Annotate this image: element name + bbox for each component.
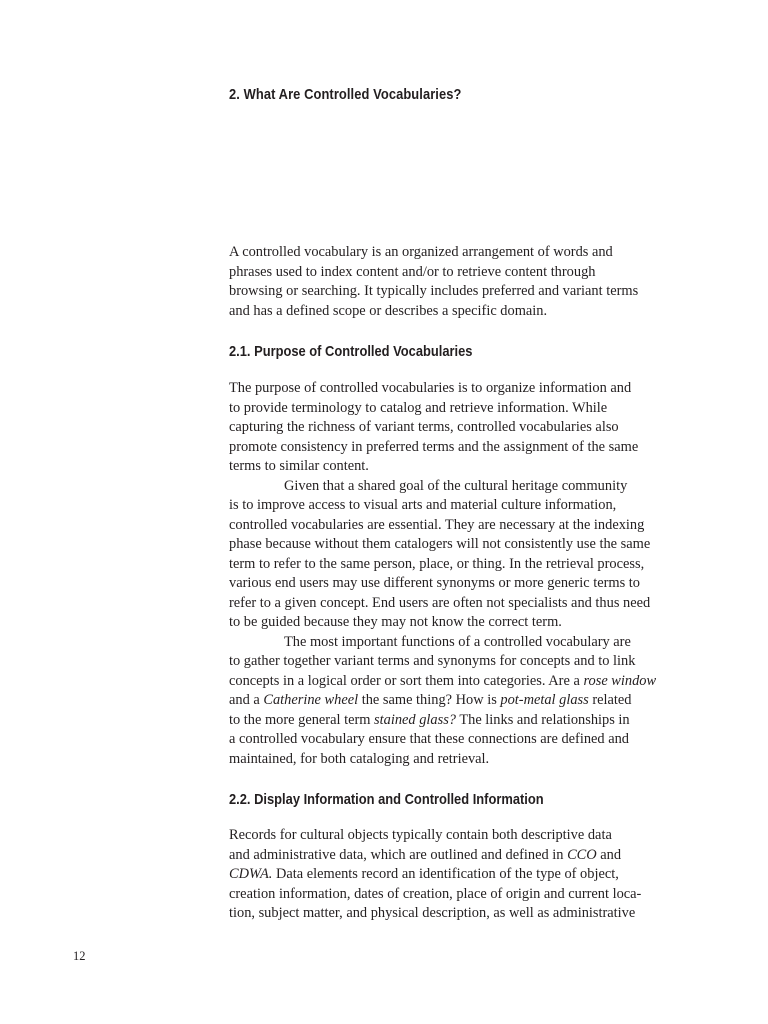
section-2-1-body xyxy=(229,379,679,769)
text-line: term to refer to the same person, place, or thing. In the retrieval process, xyxy=(229,555,645,572)
text-line: The most important functions of a controlled vocabulary are xyxy=(284,633,631,650)
text-line: to provide terminology to catalog and retrieve information. While xyxy=(229,399,608,416)
text-run: related xyxy=(588,692,632,708)
section-2-2-body xyxy=(229,826,679,924)
text-line: refer to a given concept. End users are often not specialists and thus need xyxy=(229,594,651,611)
text-line: to be guided because they may not know the correct term. xyxy=(229,614,562,630)
text-line: Records for cultural objects typically contain both descriptive data xyxy=(229,827,612,843)
text-line: A controlled vocabulary is an organized arrangement of words and xyxy=(229,244,613,260)
text-line: a controlled vocabulary ensure that these connections are defined and xyxy=(229,731,629,747)
text-run: and xyxy=(596,846,622,863)
text-line xyxy=(229,846,679,866)
text-line: phase because without them catalogers will not consistently use the same xyxy=(229,536,651,552)
text-run: The links and relationships in xyxy=(456,711,630,728)
text-line: tion, subject matter, and physical description, as well as administrative xyxy=(229,905,636,921)
section-heading-2-2: 2.2. Display Information and Controlled Information xyxy=(229,791,544,808)
text-line: The purpose of controlled vocabularies is to organize information and xyxy=(229,380,632,396)
text-run: the same thing? How is xyxy=(358,692,501,708)
text-line: terms to similar content. xyxy=(229,458,369,474)
chapter-heading: 2. What Are Controlled Vocabularies? xyxy=(229,86,462,103)
text-line xyxy=(229,672,679,692)
intro-paragraph xyxy=(229,243,679,321)
text-run: Data elements record an identification of the type of object, xyxy=(272,866,619,882)
text-line: phrases used to index content and/or to retrieve content through xyxy=(229,263,596,280)
text-line xyxy=(229,711,679,731)
text-line: various end users may use different synonyms or more generic terms to xyxy=(229,575,640,591)
italic-term: rose window xyxy=(583,672,657,689)
text-run: to the more general term xyxy=(229,711,375,728)
text-run: and a xyxy=(229,692,264,708)
section-heading-2-1: 2.1. Purpose of Controlled Vocabularies xyxy=(229,343,473,360)
italic-term: stained glass? xyxy=(374,711,456,728)
italic-term: pot-metal glass xyxy=(500,692,589,708)
text-line: and has a defined scope or describes a specific domain. xyxy=(229,302,548,319)
text-line: to gather together variant terms and synonyms for concepts and to link xyxy=(229,653,636,669)
text-run: and administrative data, which are outlined and defined in xyxy=(229,846,568,863)
italic-term: Catherine wheel xyxy=(263,692,359,708)
text-line: controlled vocabularies are essential. They are necessary at the indexing xyxy=(229,516,645,533)
text-line: promote consistency in preferred terms and the assignment of the same xyxy=(229,438,639,455)
text-line: creation information, dates of creation, place of origin and current loca- xyxy=(229,885,642,902)
text-run: concepts in a logical order or sort them into categories. Are a xyxy=(229,672,584,689)
text-line: maintained, for both cataloging and retrieval. xyxy=(229,750,490,767)
italic-term: CDWA. xyxy=(229,866,273,882)
text-line: browsing or searching. It typically includes preferred and variant terms xyxy=(229,283,639,299)
text-line: is to improve access to visual arts and material culture information, xyxy=(229,497,617,513)
text-line: Given that a shared goal of the cultural heritage community xyxy=(284,477,628,494)
text-line xyxy=(229,865,679,885)
italic-term: CCO xyxy=(567,846,597,863)
page-number: 12 xyxy=(73,949,86,963)
text-line: capturing the richness of variant terms, controlled vocabularies also xyxy=(229,419,619,435)
text-line xyxy=(229,691,679,711)
